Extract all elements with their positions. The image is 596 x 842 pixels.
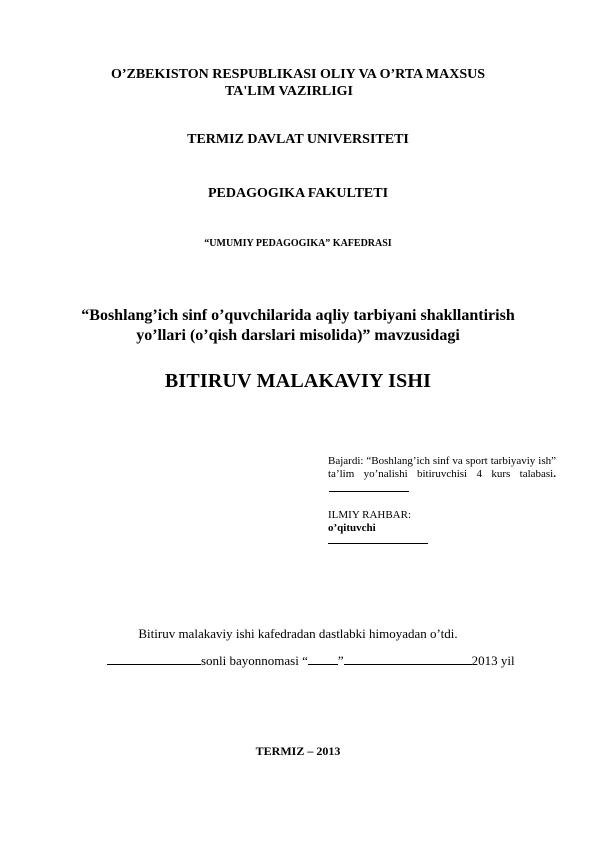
supervisor-signature-line: [328, 535, 428, 544]
ministry-heading: [0, 66, 596, 100]
city-year: TERMIZ – 2013: [255, 744, 341, 758]
protocol-day-blank: [308, 652, 338, 665]
defense-statement: Bitiruv malakaviy ishi kafedradan dastlabki himoyadan o’tdi.: [138, 626, 458, 641]
thesis-topic-line-1: “Boshlang’ich sinf o’quvchilarida aqliy tarbiyani shakllantirish: [81, 307, 515, 324]
ministry-line-1: O’ZBEKISTON RESPUBLIKASI OLIY VA O’RTA MAXSUS: [110, 67, 486, 82]
author-dot: .: [553, 468, 556, 480]
university-name: TERMIZ DAVLAT UNIVERSITETI: [187, 132, 409, 147]
author-line: [328, 455, 556, 496]
author-info-block: [328, 455, 556, 544]
protocol-text-2: ”: [337, 653, 344, 668]
supervisor-label: ILMIY RAHBAR:: [328, 509, 412, 521]
thesis-topic-line-2: yo’llari (o’qish darslari misolida)” mavzusidagi: [136, 327, 460, 344]
work-title: BITIRUV MALAKAVIY ISHI: [164, 370, 432, 392]
ministry-line-2: TA'LIM VAZIRLIGI: [225, 84, 353, 99]
supervisor-title: o’qituvchi: [328, 522, 376, 534]
faculty-name: PEDAGOGIKA FAKULTETI: [207, 186, 389, 201]
protocol-year: 2013 yil: [471, 653, 515, 668]
author-description: Bajardi: “Boshlang’ich sinf va sport tarbiyaviy ish” ta’lim yo’nalishi bitiruvchisi 4 kurs talabasi: [328, 455, 556, 480]
protocol-line: [107, 652, 515, 669]
protocol-number-blank: [107, 652, 201, 665]
author-signature-line: [329, 481, 409, 492]
department-name: “UMUMIY PEDAGOGIKA” KAFEDRASI: [204, 238, 392, 249]
thesis-topic: [0, 306, 596, 346]
protocol-month-blank: [344, 652, 472, 665]
protocol-text-1: sonli bayonnomasi “: [201, 653, 308, 668]
